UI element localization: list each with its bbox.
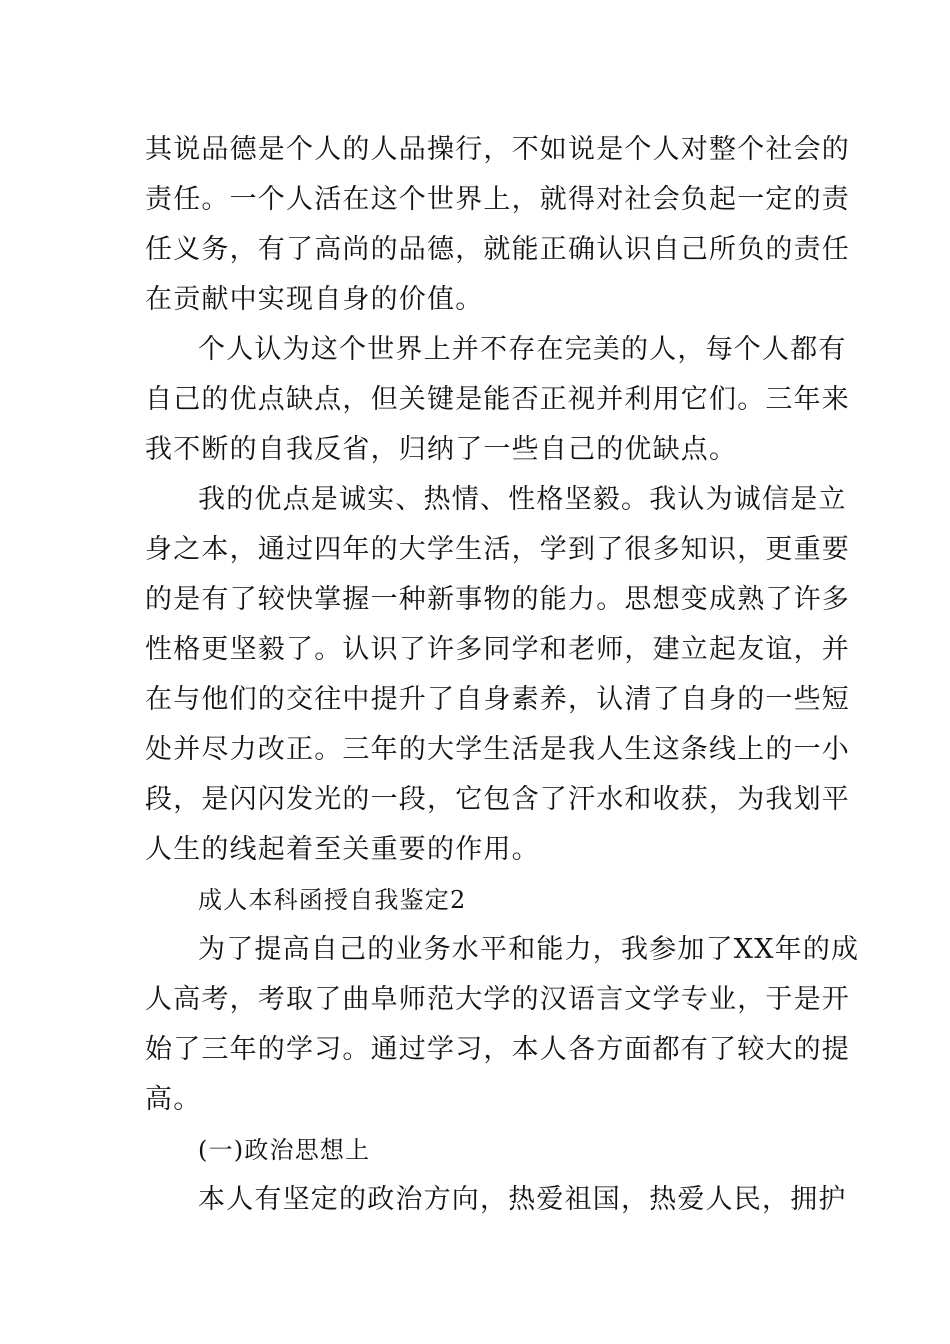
paragraph-line: 段，是闪闪发光的一段，它包含了汗水和收获，为我划平 xyxy=(145,784,850,815)
paragraph-line: 本人有坚定的政治方向，热爱祖国，热爱人民，拥护 xyxy=(198,1184,847,1215)
paragraph-line: 我的优点是诚实、热情、性格坚毅。我认为诚信是立 xyxy=(198,484,847,515)
paragraph-line: 始了三年的学习。通过学习，本人各方面都有了较大的提 xyxy=(145,1034,850,1065)
paragraph-line: 人高考，考取了曲阜师范大学的汉语言文学专业，于是开 xyxy=(145,984,850,1015)
paragraph-line: 为了提高自己的业务水平和能力，我参加了XX年的成 xyxy=(198,934,860,965)
paragraph-line: 高。 xyxy=(145,1084,202,1115)
paragraph-line: 自己的优点缺点，但关键是能否正视并利用它们。三年来 xyxy=(145,384,850,415)
paragraph-line: 责任。一个人活在这个世界上，就得对社会负起一定的责 xyxy=(145,184,850,215)
paragraph-line: 其说品德是个人的人品操行，不如说是个人对整个社会的 xyxy=(145,134,850,165)
paragraph-line: 的是有了较快掌握一种新事物的能力。思想变成熟了许多 xyxy=(145,584,850,615)
paragraph-line: 性格更坚毅了。认识了许多同学和老师，建立起友谊，并 xyxy=(145,634,850,665)
paragraph-line: 在与他们的交往中提升了自身素养，认清了自身的一些短 xyxy=(145,684,850,715)
paragraph-line: 处并尽力改正。三年的大学生活是我人生这条线上的一小 xyxy=(145,734,850,765)
paragraph-line: 我不断的自我反省，归纳了一些自己的优缺点。 xyxy=(145,434,738,465)
paragraph-line: 个人认为这个世界上并不存在完美的人，每个人都有 xyxy=(198,334,847,365)
section-heading: 成人本科函授自我鉴定2 xyxy=(198,886,467,914)
paragraph-line: 身之本，通过四年的大学生活，学到了很多知识，更重要 xyxy=(145,534,850,565)
paragraph-line: 在贡献中实现自身的价值。 xyxy=(145,284,484,315)
subsection-heading: (一)政治思想上 xyxy=(198,1136,371,1164)
paragraph-line: 人生的线起着至关重要的作用。 xyxy=(145,834,540,865)
paragraph-line: 任义务，有了高尚的品德，就能正确认识自己所负的责任 xyxy=(145,234,850,265)
